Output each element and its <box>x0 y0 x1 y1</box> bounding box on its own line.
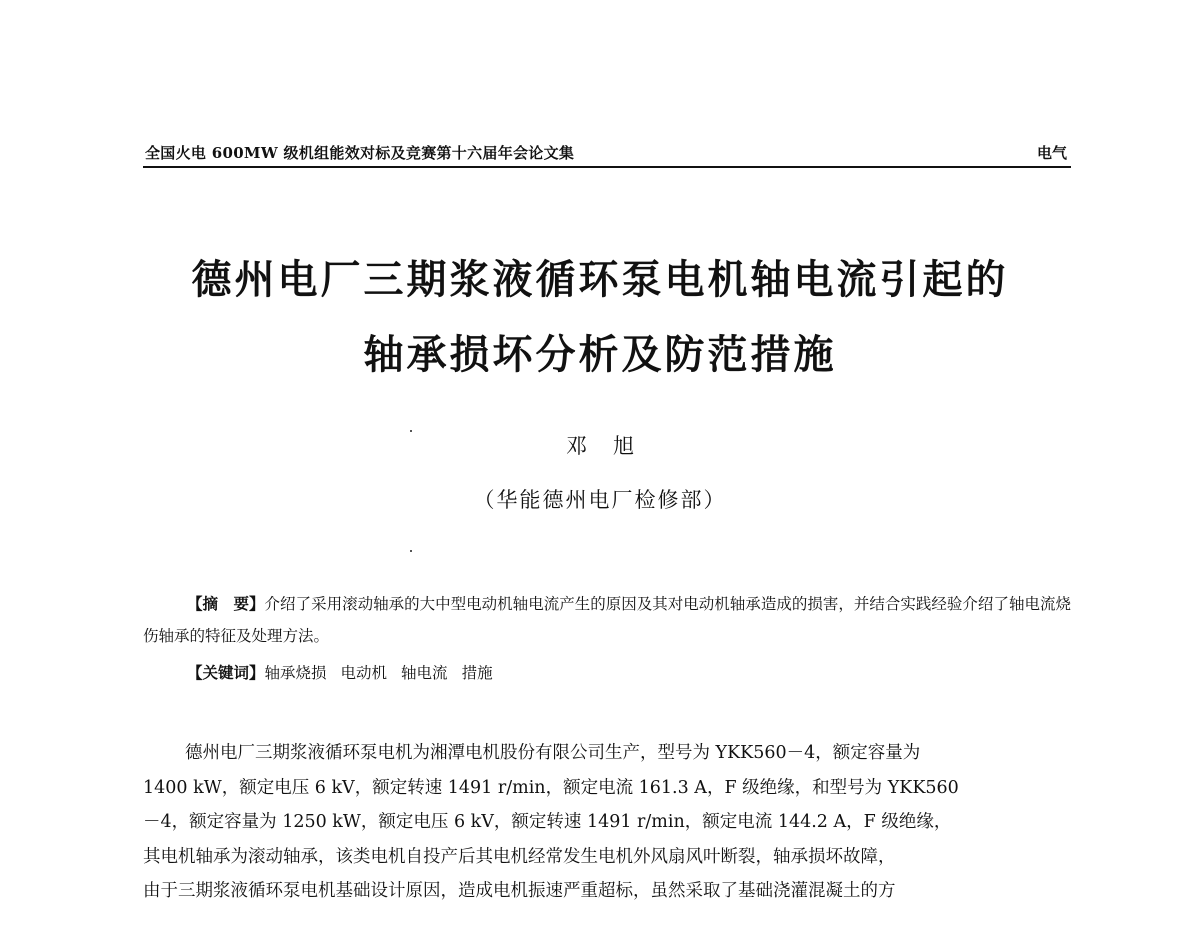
scan-speck <box>410 550 412 552</box>
body-line: 由于三期浆液循环泵电机基础设计原因，造成电机振速严重超标，虽然采取了基础浇灌混凝土的方 <box>143 881 896 902</box>
paper-title-line-2: 轴承损坏分析及防范措施 <box>363 332 837 378</box>
header-proceedings-title: 全国火电 600MW 级机组能效对标及竞赛第十六届年会论文集 <box>145 144 575 162</box>
affiliation: （华能德州电厂检修部） <box>473 488 727 512</box>
body-line: 其电机轴承为滚动轴承，该类电机自投产后其电机经常发生电机外风扇风叶断裂，轴承损坏故障， <box>143 846 896 867</box>
author: 邓旭 <box>566 434 660 458</box>
body-line: 德州电厂三期浆液循环泵电机为湘潭电机股份有限公司生产，型号为 YKK560－4，额定容量为 <box>185 743 921 763</box>
running-header <box>143 140 1071 168</box>
abstract <box>143 588 1071 652</box>
header-section: 电气 <box>1036 144 1067 162</box>
body-line: 1400 kW，额定电压 6 kV，额定转速 1491 r/min，额定电流 161.3 A，F 级绝缘，和型号为 YKK560 <box>143 777 959 798</box>
keyword: 电动机 <box>340 664 388 682</box>
keyword: 轴承烧损 <box>264 664 327 682</box>
paper-title-line-1: 德州电厂三期浆液循环泵电机轴电流引起的 <box>191 257 1009 303</box>
abstract-label: 【摘 要】 <box>187 595 265 613</box>
keywords <box>143 657 1071 689</box>
keyword: 轴电流 <box>401 664 448 682</box>
body-text <box>143 736 1071 909</box>
keywords-label: 【关键词】 <box>187 664 265 682</box>
body-line: －4，额定容量为 1250 kW，额定电压 6 kV，额定转速 1491 r/min，额定电流 144.2 A，F 级绝缘， <box>143 812 952 833</box>
abstract-text: 介绍了采用滚动轴承的大中型电动机轴电流产生的原因及其对电动机轴承造成的损害，并结合实践经验介绍了轴电流烧伤轴承的特征及处理方法。 <box>143 595 1071 645</box>
keyword: 措施 <box>461 664 493 682</box>
